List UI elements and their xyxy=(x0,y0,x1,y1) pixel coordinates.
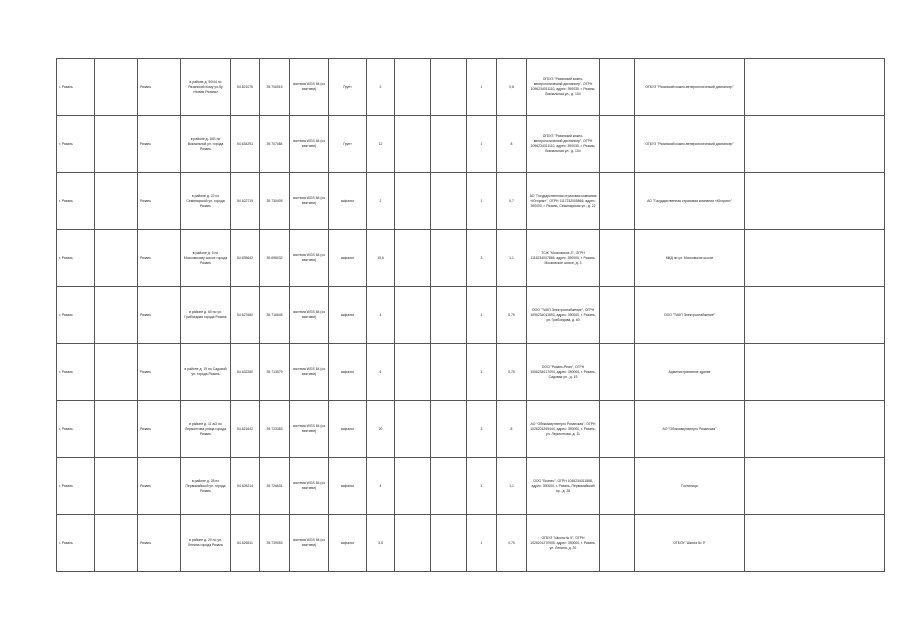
empty-cell xyxy=(431,344,467,401)
empty-cell xyxy=(95,515,138,572)
cell-area: 2 xyxy=(367,173,395,230)
cell-c1 xyxy=(395,59,431,116)
cell-lon: 39.713579 xyxy=(260,344,290,401)
cell-district: Рязань xyxy=(138,230,181,287)
empty-cell xyxy=(431,458,467,515)
cell-coord_type: система WGS 84 (со взятием) xyxy=(290,344,329,401)
table-row xyxy=(57,515,885,572)
empty-cell xyxy=(95,173,138,230)
cell-c1 xyxy=(395,515,431,572)
cell-address: в районе д. 3 по Московскому шоссе города Рязань xyxy=(181,230,231,287)
cell-source: ООО "ТАКП Электроснабжение" xyxy=(635,287,745,344)
cell-coord_type: система WGS 84 (со взятием) xyxy=(290,116,329,173)
cell-volume: 1,1 xyxy=(497,458,527,515)
cell-c1 xyxy=(395,173,431,230)
cell-area: 4 xyxy=(367,287,395,344)
empty-cell xyxy=(600,59,635,116)
cell-area: 15,6 xyxy=(367,230,395,287)
table-row xyxy=(57,401,885,458)
table-row xyxy=(57,230,885,287)
cell-lon: 39.707084 xyxy=(260,116,290,173)
cell-owner: ООО "Бизнес", ОГРН 1046234011868, адрес: 390000, г. Рязань, Первомайский пр., д. 28 xyxy=(527,458,600,515)
cell-c1 xyxy=(395,401,431,458)
cell-lon: 39.726631 xyxy=(260,458,290,515)
cell-lat: 54.628214 xyxy=(231,458,260,515)
empty-cell xyxy=(745,344,885,401)
cell-coord_type: система WGS 84 (со взятием) xyxy=(290,458,329,515)
table-row xyxy=(57,173,885,230)
empty-cell xyxy=(95,59,138,116)
empty-cell xyxy=(600,116,635,173)
cell-district: Рязань xyxy=(138,401,181,458)
cell-lat: 54.627682 xyxy=(231,287,260,344)
empty-cell xyxy=(600,458,635,515)
cell-source: АО "Облкоммунэнерго Рязанская" xyxy=(635,401,745,458)
cell-address: в районе д. 1КБ по Вокзальной ул. города Рязань xyxy=(181,116,231,173)
empty-cell xyxy=(600,344,635,401)
cell-lat: 54.621642 xyxy=(231,401,260,458)
cell-lon: 39.723363 xyxy=(260,401,290,458)
cell-district: Рязань xyxy=(138,173,181,230)
table-row xyxy=(57,458,885,515)
empty-cell xyxy=(95,230,138,287)
cell-c2: 3 xyxy=(467,230,497,287)
cell-lat: 54.626511 xyxy=(231,515,260,572)
cell-area: 2 xyxy=(367,59,395,116)
cell-source: АО "Государственная страховая компания «Югория»" xyxy=(635,173,745,230)
cell-c2: 1 xyxy=(467,59,497,116)
cell-volume: 8 xyxy=(497,401,527,458)
empty-cell xyxy=(95,287,138,344)
cell-c2: 1 xyxy=(467,173,497,230)
cell-surface: асфальт xyxy=(329,173,367,230)
cell-owner: ТСЖ "Московское-3", ОГРН 1116234007866, адрес: 390000, г. Рязань, Московское шоссе, д. 3 xyxy=(527,230,600,287)
cell-volume: 0,7 xyxy=(497,173,527,230)
cell-address: в районе д. 22 по Семинарской ул. города Рязань xyxy=(181,173,231,230)
cell-c1 xyxy=(395,458,431,515)
cell-coord_type: система WGS 84 (со взятием) xyxy=(290,515,329,572)
empty-cell xyxy=(600,287,635,344)
cell-lat: 54.622719 xyxy=(231,173,260,230)
cell-c1 xyxy=(395,344,431,401)
cell-c1 xyxy=(395,287,431,344)
cell-surface: асфальт xyxy=(329,515,367,572)
cell-lon: 39.706915 xyxy=(260,59,290,116)
cell-c2: 1 xyxy=(467,116,497,173)
cell-lon: 39.698032 xyxy=(260,230,290,287)
cell-city: г. Рязань xyxy=(57,458,95,515)
cell-surface: асфальт xyxy=(329,287,367,344)
empty-cell xyxy=(431,173,467,230)
table-row xyxy=(57,344,885,401)
empty-cell xyxy=(745,401,885,458)
cell-district: Рязань xyxy=(138,515,181,572)
cell-volume: 0,75 xyxy=(497,515,527,572)
empty-cell xyxy=(95,401,138,458)
cell-district: Рязань xyxy=(138,344,181,401)
empty-cell xyxy=(431,287,467,344)
cell-surface: асфальт xyxy=(329,401,367,458)
empty-cell xyxy=(745,230,885,287)
cell-area: 20 xyxy=(367,401,395,458)
cell-owner: ООО "ТАКП Электроснабжение", ОГРН 1096234011893, адрес: 390000, г. Рязань, ул. Грибоедова, д. 60 xyxy=(527,287,600,344)
cell-lat: 54.621076 xyxy=(231,59,260,116)
cell-source: ОГБУЗ "Рязанский кожно-венерологический диспансер" xyxy=(635,59,745,116)
cell-coord_type: система WGS 84 (со взятием) xyxy=(290,173,329,230)
empty-cell xyxy=(431,230,467,287)
table-row xyxy=(57,287,885,344)
empty-cell xyxy=(745,116,885,173)
cell-surface: Грунт xyxy=(329,59,367,116)
cell-c2: 1 xyxy=(467,515,497,572)
cell-c2: 3 xyxy=(467,401,497,458)
table-row xyxy=(57,59,885,116)
cell-city: г. Рязань xyxy=(57,344,95,401)
table-row xyxy=(57,116,885,173)
cell-owner: АО "Государственная страховая компания «Югория»", ОГРН 1117232005866, адрес: 390000, г. Рязань, Семинарская ул., д. 22 xyxy=(527,173,600,230)
cell-source: Административное здание xyxy=(635,344,745,401)
cell-coord_type: система WGS 84 (со взятием) xyxy=(290,287,329,344)
empty-cell xyxy=(431,515,467,572)
cell-address: в районе д. 28 по Первомайской ул. города Рязань xyxy=(181,458,231,515)
cell-city: г. Рязань xyxy=(57,59,95,116)
empty-cell xyxy=(95,116,138,173)
cell-area: 3,5 xyxy=(367,515,395,572)
cell-volume: 0,75 xyxy=(497,344,527,401)
cell-lat: 54.632280 xyxy=(231,344,260,401)
cell-area: 6 xyxy=(367,344,395,401)
cell-owner: ОГБУЗ "Школа № 9", ОГРН 1026201270905, адрес: 390000, г. Рязань, ул. Ленина, д. 20 xyxy=(527,515,600,572)
cell-coord_type: система WGS 84 (со взятием) xyxy=(290,401,329,458)
cell-city: г. Рязань xyxy=(57,401,95,458)
cell-city: г. Рязань xyxy=(57,173,95,230)
cell-owner: ООО "Рязань-Реал", ОГРН 1056234017094, адрес: 390000, г. Рязань, Садовая ул., д. 19 xyxy=(527,344,600,401)
cell-source: ОГБОУ "Школа № 9" xyxy=(635,515,745,572)
empty-cell xyxy=(600,515,635,572)
empty-cell xyxy=(745,173,885,230)
cell-district: Рязань xyxy=(138,287,181,344)
cell-address: в районе д. 19 по Садовой ул. города Рязань xyxy=(181,344,231,401)
empty-cell xyxy=(431,59,467,116)
cell-area: 4 xyxy=(367,458,395,515)
cell-owner: ОГБУЗ "Рязанский кожно-венерологический диспансер", ОГРН 1096234011110, адрес: 390035, г. Рязань, Вокзальная ул., д. 104 xyxy=(527,116,600,173)
empty-cell xyxy=(95,344,138,401)
cell-volume: 0,8 xyxy=(497,59,527,116)
cell-volume: 1,1 xyxy=(497,230,527,287)
cell-c2: 1 xyxy=(467,458,497,515)
cell-c1 xyxy=(395,230,431,287)
cell-coord_type: система WGS 84 (со взятием) xyxy=(290,59,329,116)
cell-owner: АО "Облкоммунэнерго Рязанская", ОГРН 1026201269444, адрес: 390000, г. Рязань, ул. Лермонтова, д. 11 xyxy=(527,401,600,458)
cell-volume: 0,75 xyxy=(497,287,527,344)
cell-district: Рязань xyxy=(138,458,181,515)
cell-c2: 1 xyxy=(467,344,497,401)
cell-city: г. Рязань xyxy=(57,116,95,173)
empty-cell xyxy=(745,287,885,344)
cell-address: в районе д. 20 по ул. Ленина города Рязань xyxy=(181,515,231,572)
cell-city: г. Рязань xyxy=(57,515,95,572)
cell-lat: 54.634291 xyxy=(231,116,260,173)
cell-source: ОГБУЗ "Рязанский кожно-венерологический диспансер" xyxy=(635,116,745,173)
empty-cell xyxy=(600,230,635,287)
cell-lon: 39.716645 xyxy=(260,287,290,344)
cell-district: Рязань xyxy=(138,59,181,116)
cell-city: г. Рязань xyxy=(57,287,95,344)
cell-address: в районе д. 90/44 по Рязанской Кому ул-Ку «Новая Рязань» xyxy=(181,59,231,116)
empty-cell xyxy=(745,458,885,515)
cell-lon: 39.730405 xyxy=(260,173,290,230)
cell-city: г. Рязань xyxy=(57,230,95,287)
cell-owner: ОГБУЗ "Рязанский кожно-венерологический диспансер", ОГРН 1096234011110, адрес: 390035, г. Рязань, Вокзальная ул., д. 104 xyxy=(527,59,600,116)
empty-cell xyxy=(431,401,467,458)
cell-lat: 54.635642 xyxy=(231,230,260,287)
empty-cell xyxy=(95,458,138,515)
empty-cell xyxy=(745,515,885,572)
cell-volume: 8 xyxy=(497,116,527,173)
cell-surface: асфальт xyxy=(329,458,367,515)
container-sites-table xyxy=(56,58,885,572)
cell-surface: асфальт xyxy=(329,344,367,401)
cell-address: в районе д. 60 по ул. Грибоедова города Рязань xyxy=(181,287,231,344)
cell-lon: 39.739053 xyxy=(260,515,290,572)
cell-surface: асфальт xyxy=(329,230,367,287)
cell-source: Гостиница xyxy=(635,458,745,515)
cell-surface: Грунт xyxy=(329,116,367,173)
empty-cell xyxy=(600,173,635,230)
empty-cell xyxy=(431,116,467,173)
cell-c1 xyxy=(395,116,431,173)
cell-c2: 1 xyxy=(467,287,497,344)
empty-cell xyxy=(600,401,635,458)
cell-area: 12 xyxy=(367,116,395,173)
cell-source: МКД по ул. Московское шоссе xyxy=(635,230,745,287)
cell-district: Рязань xyxy=(138,116,181,173)
cell-address: в районе д. 11 а/2 по Лермонтова улица города Рязань xyxy=(181,401,231,458)
empty-cell xyxy=(745,59,885,116)
cell-coord_type: система WGS 84 (со взятием) xyxy=(290,230,329,287)
